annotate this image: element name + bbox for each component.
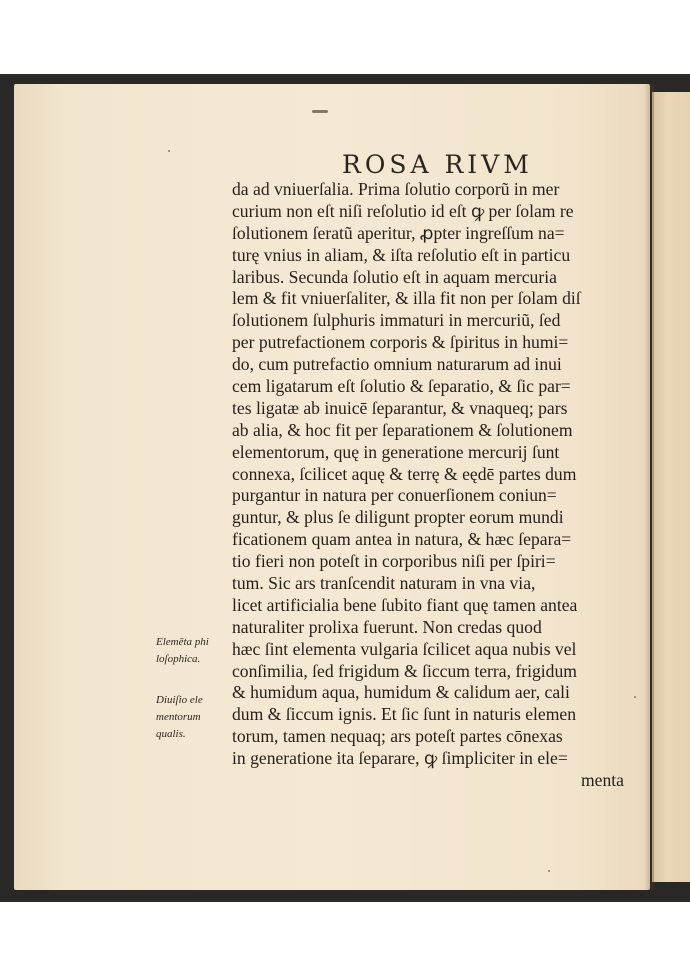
text-line: lem & fit vniuerſaliter, & illa fit non per ſolam diſ xyxy=(232,288,581,309)
margin-note-elementa xyxy=(156,634,236,668)
margin-note-diuisio xyxy=(156,692,236,743)
page-blemish xyxy=(312,110,328,113)
text-line: tio fieri non poteſt in corporibus niſi per ſpiri= xyxy=(232,551,556,572)
paper-speck xyxy=(168,150,170,152)
text-line: naturaliter prolixa fuerunt. Non credas quod xyxy=(232,616,542,637)
scan-background xyxy=(0,74,690,902)
paper-speck xyxy=(634,696,636,698)
text-line: do, cum putrefactio omnium naturarum ad inui xyxy=(232,354,562,375)
text-line: cem ligatarum eſt ſolutio & ſeparatio, & ſic par= xyxy=(232,376,571,397)
text-line: tes ligatæ ab inuicē ſeparantur, & vnaqueq; pars xyxy=(232,397,568,418)
text-line: per putrefactionem corporis & ſpiritus in humi= xyxy=(232,332,569,353)
text-line: licet artificialia bene ſubito fiant quę tamen antea xyxy=(232,594,578,615)
text-line: conſimilia, ſed frigidum & ſiccum terra, frigidum xyxy=(232,660,577,681)
margin-note-line: Elemēta phi xyxy=(156,636,209,648)
text-line: turę vnius in aliam, & iſta reſolutio eſt in particu xyxy=(232,244,571,265)
main-text-block xyxy=(232,179,624,792)
text-line: laribus. Secunda ſolutio eſt in aquam mercuria xyxy=(232,266,557,287)
text-line: tum. Sic ars tranſcendit naturam in vna via, xyxy=(232,573,536,594)
text-line: curium non eſt niſi reſolutio id eſt ꝙ per ſolam re xyxy=(232,200,574,221)
text-line: hæc ſint elementa vulgaria ſcilicet aqua nubis vel xyxy=(232,638,577,659)
text-line: ab alia, & hoc fit per ſeparationem & ſolutionem xyxy=(232,419,573,440)
book-page xyxy=(14,84,650,890)
text-line: ficationem quam antea in natura, & hæc ſepara= xyxy=(232,529,572,550)
page-gutter-shadow xyxy=(644,84,654,890)
adjacent-page-edge xyxy=(652,92,690,882)
margin-note-line: loſophica. xyxy=(156,653,201,665)
margin-note-line: Diuiſio ele xyxy=(156,694,203,706)
paper-speck xyxy=(548,870,550,872)
text-line: ſolutionem ſeratũ aperitur, ꝓpter ingreſſum na= xyxy=(232,222,565,243)
text-line: purgantur in natura per conuerſionem coniun= xyxy=(232,485,557,506)
text-line: & humidum aqua, humidum & calidum aer, cali xyxy=(232,682,570,703)
margin-note-line: mentorum xyxy=(156,711,201,723)
text-line: elementorum, quę in generatione mercurij ſunt xyxy=(232,441,560,462)
catchword: menta xyxy=(581,770,624,791)
text-line: ſolutionem ſulphuris immaturi in mercuriũ, ſed xyxy=(232,310,561,331)
running-title: ROSA RIVM xyxy=(342,150,533,179)
text-line: dum & ſiccum ignis. Et ſic ſunt in naturis elemen xyxy=(232,704,576,725)
text-line: guntur, & plus ſe diligunt propter eorum mundi xyxy=(232,507,564,528)
text-line: da ad vniuerſalia. Prima ſolutio corporũ in mer xyxy=(232,179,560,199)
text-line: in generatione ita ſeparare, ꝙ ſimpliciter in ele= xyxy=(232,748,568,769)
text-line: connexa, ſcilicet aquę & terrę & eędē partes dum xyxy=(232,463,577,484)
text-line: torum, tamen nequaq; ars poteſt partes cōnexas xyxy=(232,726,563,747)
margin-note-line: qualis. xyxy=(156,728,186,740)
